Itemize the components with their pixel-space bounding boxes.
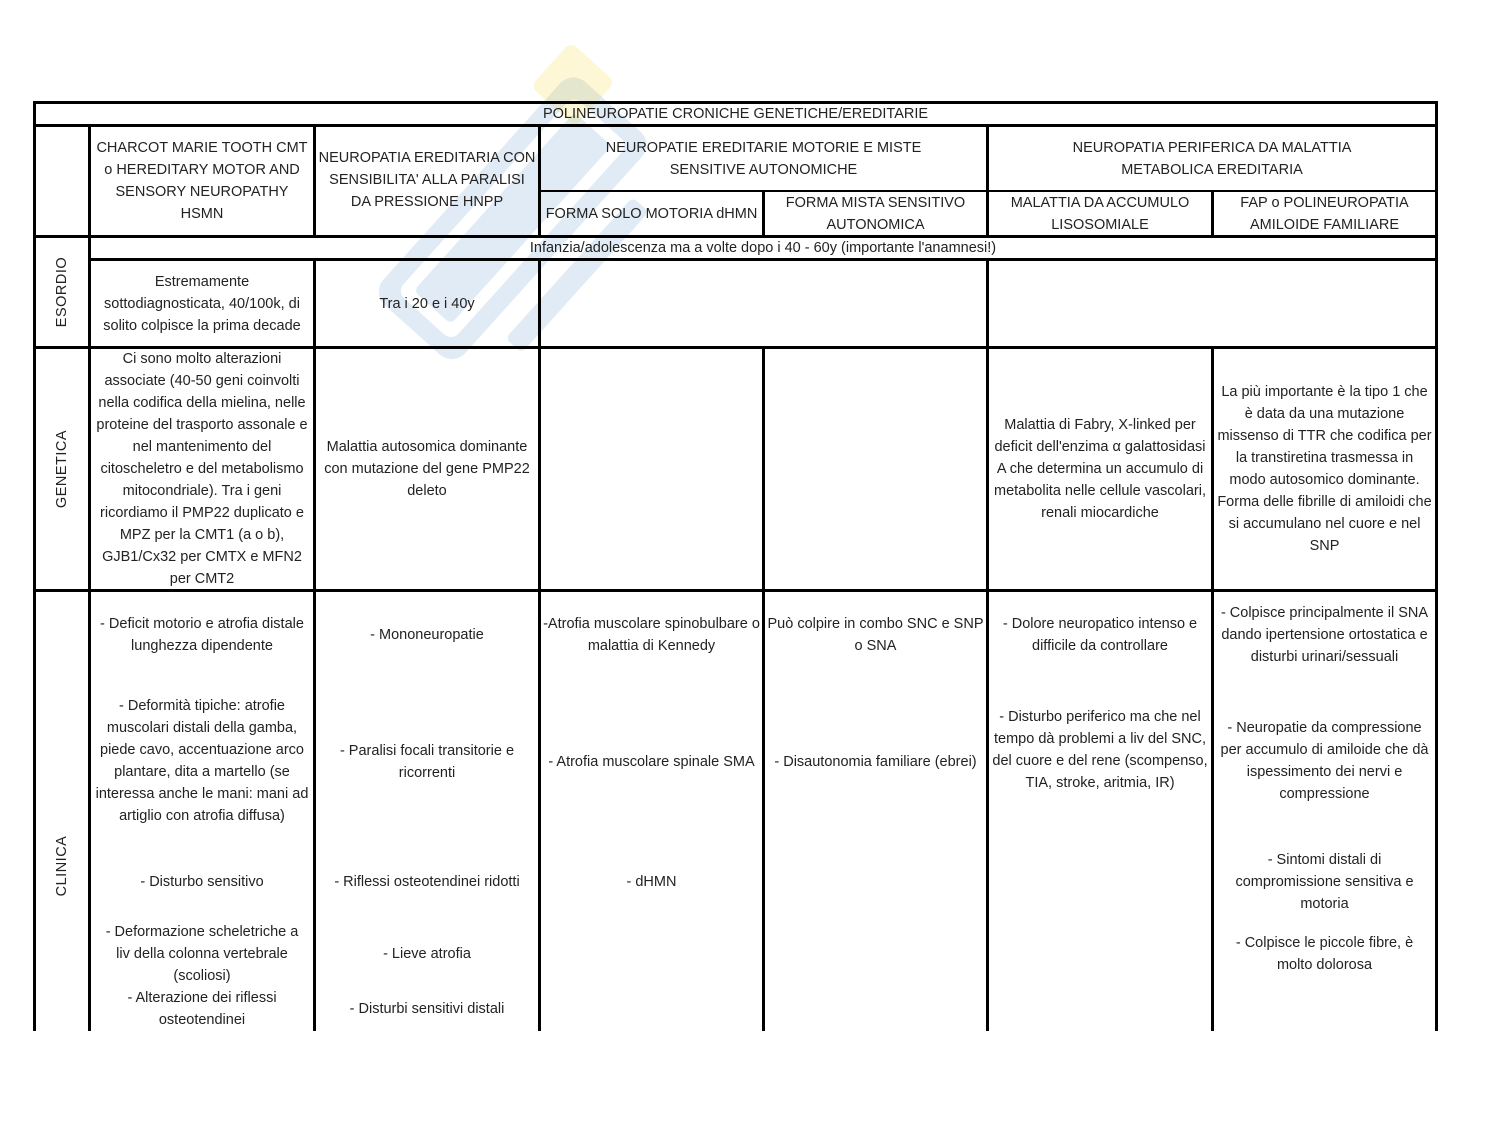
esordio-span: Infanzia/adolescenza ma a volte dopo i 40 - 60y (importante l'anamnesi!) <box>529 240 997 256</box>
header-solo-motoria: FORMA SOLO MOTORIA dHMN <box>545 205 758 222</box>
clinica-lisosomiale-item: - Disturbo periferico ma che nel tempo dà problemi a liv del SNC, del cuore e del rene (scompenso, TIA, stroke, aritmia, IR) <box>992 709 1208 791</box>
rule-col-4b <box>762 346 765 1031</box>
clinica-cmt-item: - Disturbo sensitivo <box>140 874 264 890</box>
esordio-hnpp: Tra i 20 e i 40y <box>379 295 475 312</box>
clinica-hnpp-item: - Lieve atrofia <box>383 946 471 962</box>
border-left <box>33 101 36 1031</box>
clinica-mista-item: - Disautonomia familiare (ebrei) <box>774 754 977 770</box>
clinica-cmt-item: - Deficit motorio e atrofia distale lunghezza dipendente <box>100 616 304 654</box>
genetica-cmt: Ci sono molto alterazioni associate (40-50 geni coinvolti nella codifica della mielina, nelle proteine del trasporto assonale e nel mantenimento del citoscheletro e del metabolismo mitocondriale). Tra i geni ricordiamo il PMP22 duplicato e MPZ per la CMT1 (a o b), GJB1/Cx32 per CMTX e MFN2 per CMT2 <box>96 351 308 587</box>
clinica-mista-item: Può colpire in combo SNC e SNP o SNA <box>767 616 984 654</box>
clinica-solo-motoria-item: - Atrofia muscolare spinale SMA <box>548 754 755 770</box>
header-metabolica-group: NEUROPATIA PERIFERICA DA MALATTIA METABOLICA EREDITARIA <box>1072 139 1352 178</box>
clinica-solo-motoria-item: - dHMN <box>626 874 677 890</box>
esordio-cmt: Estremamente sottodiagnosticata, 40/100k, di solito colpisce la prima decade <box>103 273 301 334</box>
clinica-cmt-item: - Deformità tipiche: atrofie muscolari distali della gamba, piede cavo, accentuazione arco plantare, dita a martello (se interessa anche le mani: mani ad artiglio con atrofia diffusa) <box>95 698 309 824</box>
genetica-fap: La più importante è la tipo 1 che è data da una mutazione missenso di TTR che codifica per la transtiretina trasmessa in modo autosomico dominante. Forma delle fibrille di amiloidi che si accumulano nel cuore e nel SNP <box>1217 384 1432 554</box>
table-title: POLINEUROPATIE CRONICHE GENETICHE/EREDITARIE <box>542 106 929 122</box>
genetica-lisosomiale: Malattia di Fabry, X-linked per deficit dell'enzima α galattosidasi A che determina un accumulo di metabolita nelle cellule vascolari, renali miocardiche <box>994 417 1206 521</box>
header-motorie-group: NEUROPATIE EREDITARIE MOTORIE E MISTE SENSITIVE AUTONOMICHE <box>605 139 922 178</box>
genetica-hnpp: Malattia autosomica dominante con mutazione del gene PMP22 deleto <box>324 439 530 499</box>
clinica-cmt-item: - Alterazione dei riflessi osteotendinei <box>127 990 277 1028</box>
clinica-hnpp-item: - Riflessi osteotendinei ridotti <box>334 874 520 890</box>
header-cmt: CHARCOT MARIE TOOTH CMT o HEREDITARY MOTOR AND SENSORY NEUROPATHY HSMN <box>96 140 308 222</box>
clinica-cmt-item: - Deformazione scheletriche a liv della colonna vertebrale (scoliosi) <box>105 924 299 984</box>
border-right <box>1435 101 1438 1031</box>
clinica-fap-item: - Sintomi distali di compromissione sensitiva e motoria <box>1235 852 1414 912</box>
clinica-fap-item: - Colpisce principalmente il SNA dando ipertensione ortostatica e disturbi urinari/sessuali <box>1220 605 1429 665</box>
clinica-solo-motoria-item: -Atrofia muscolare spinobulbare o malattia di Kennedy <box>543 616 760 654</box>
row-label-clinica: CLINICA <box>54 835 70 897</box>
row-label-genetica: GENETICA <box>54 429 70 509</box>
clinica-fap-item: - Neuropatie da compressione per accumulo di amiloide che dà ispessimento dei nervi e compressione <box>1220 720 1429 802</box>
clinica-lisosomiale-item: - Dolore neuropatico intenso e difficile da controllare <box>1002 616 1198 654</box>
header-lisosomiale: MALATTIA DA ACCUMULO LISOSOMIALE <box>1010 194 1190 233</box>
row-label-esordio: ESORDIO <box>54 256 70 328</box>
header-fap: FAP o POLINEUROPATIA AMILOIDE FAMILIARE <box>1240 194 1409 233</box>
clinica-hnpp-item: - Paralisi focali transitorie e ricorrenti <box>339 743 515 781</box>
clinica-hnpp-item: - Disturbi sensitivi distali <box>349 1001 505 1017</box>
clinica-hnpp-item: - Mononeuropatie <box>370 627 484 643</box>
header-mista: FORMA MISTA SENSITIVO AUTONOMICA <box>785 194 966 233</box>
header-hnpp: NEUROPATIA EREDITARIA CON SENSIBILITA' ALLA PARALISI DA PRESSIONE HNPP <box>318 150 536 210</box>
clinica-fap-item: - Colpisce le piccole fibre, è molto dolorosa <box>1235 935 1414 973</box>
